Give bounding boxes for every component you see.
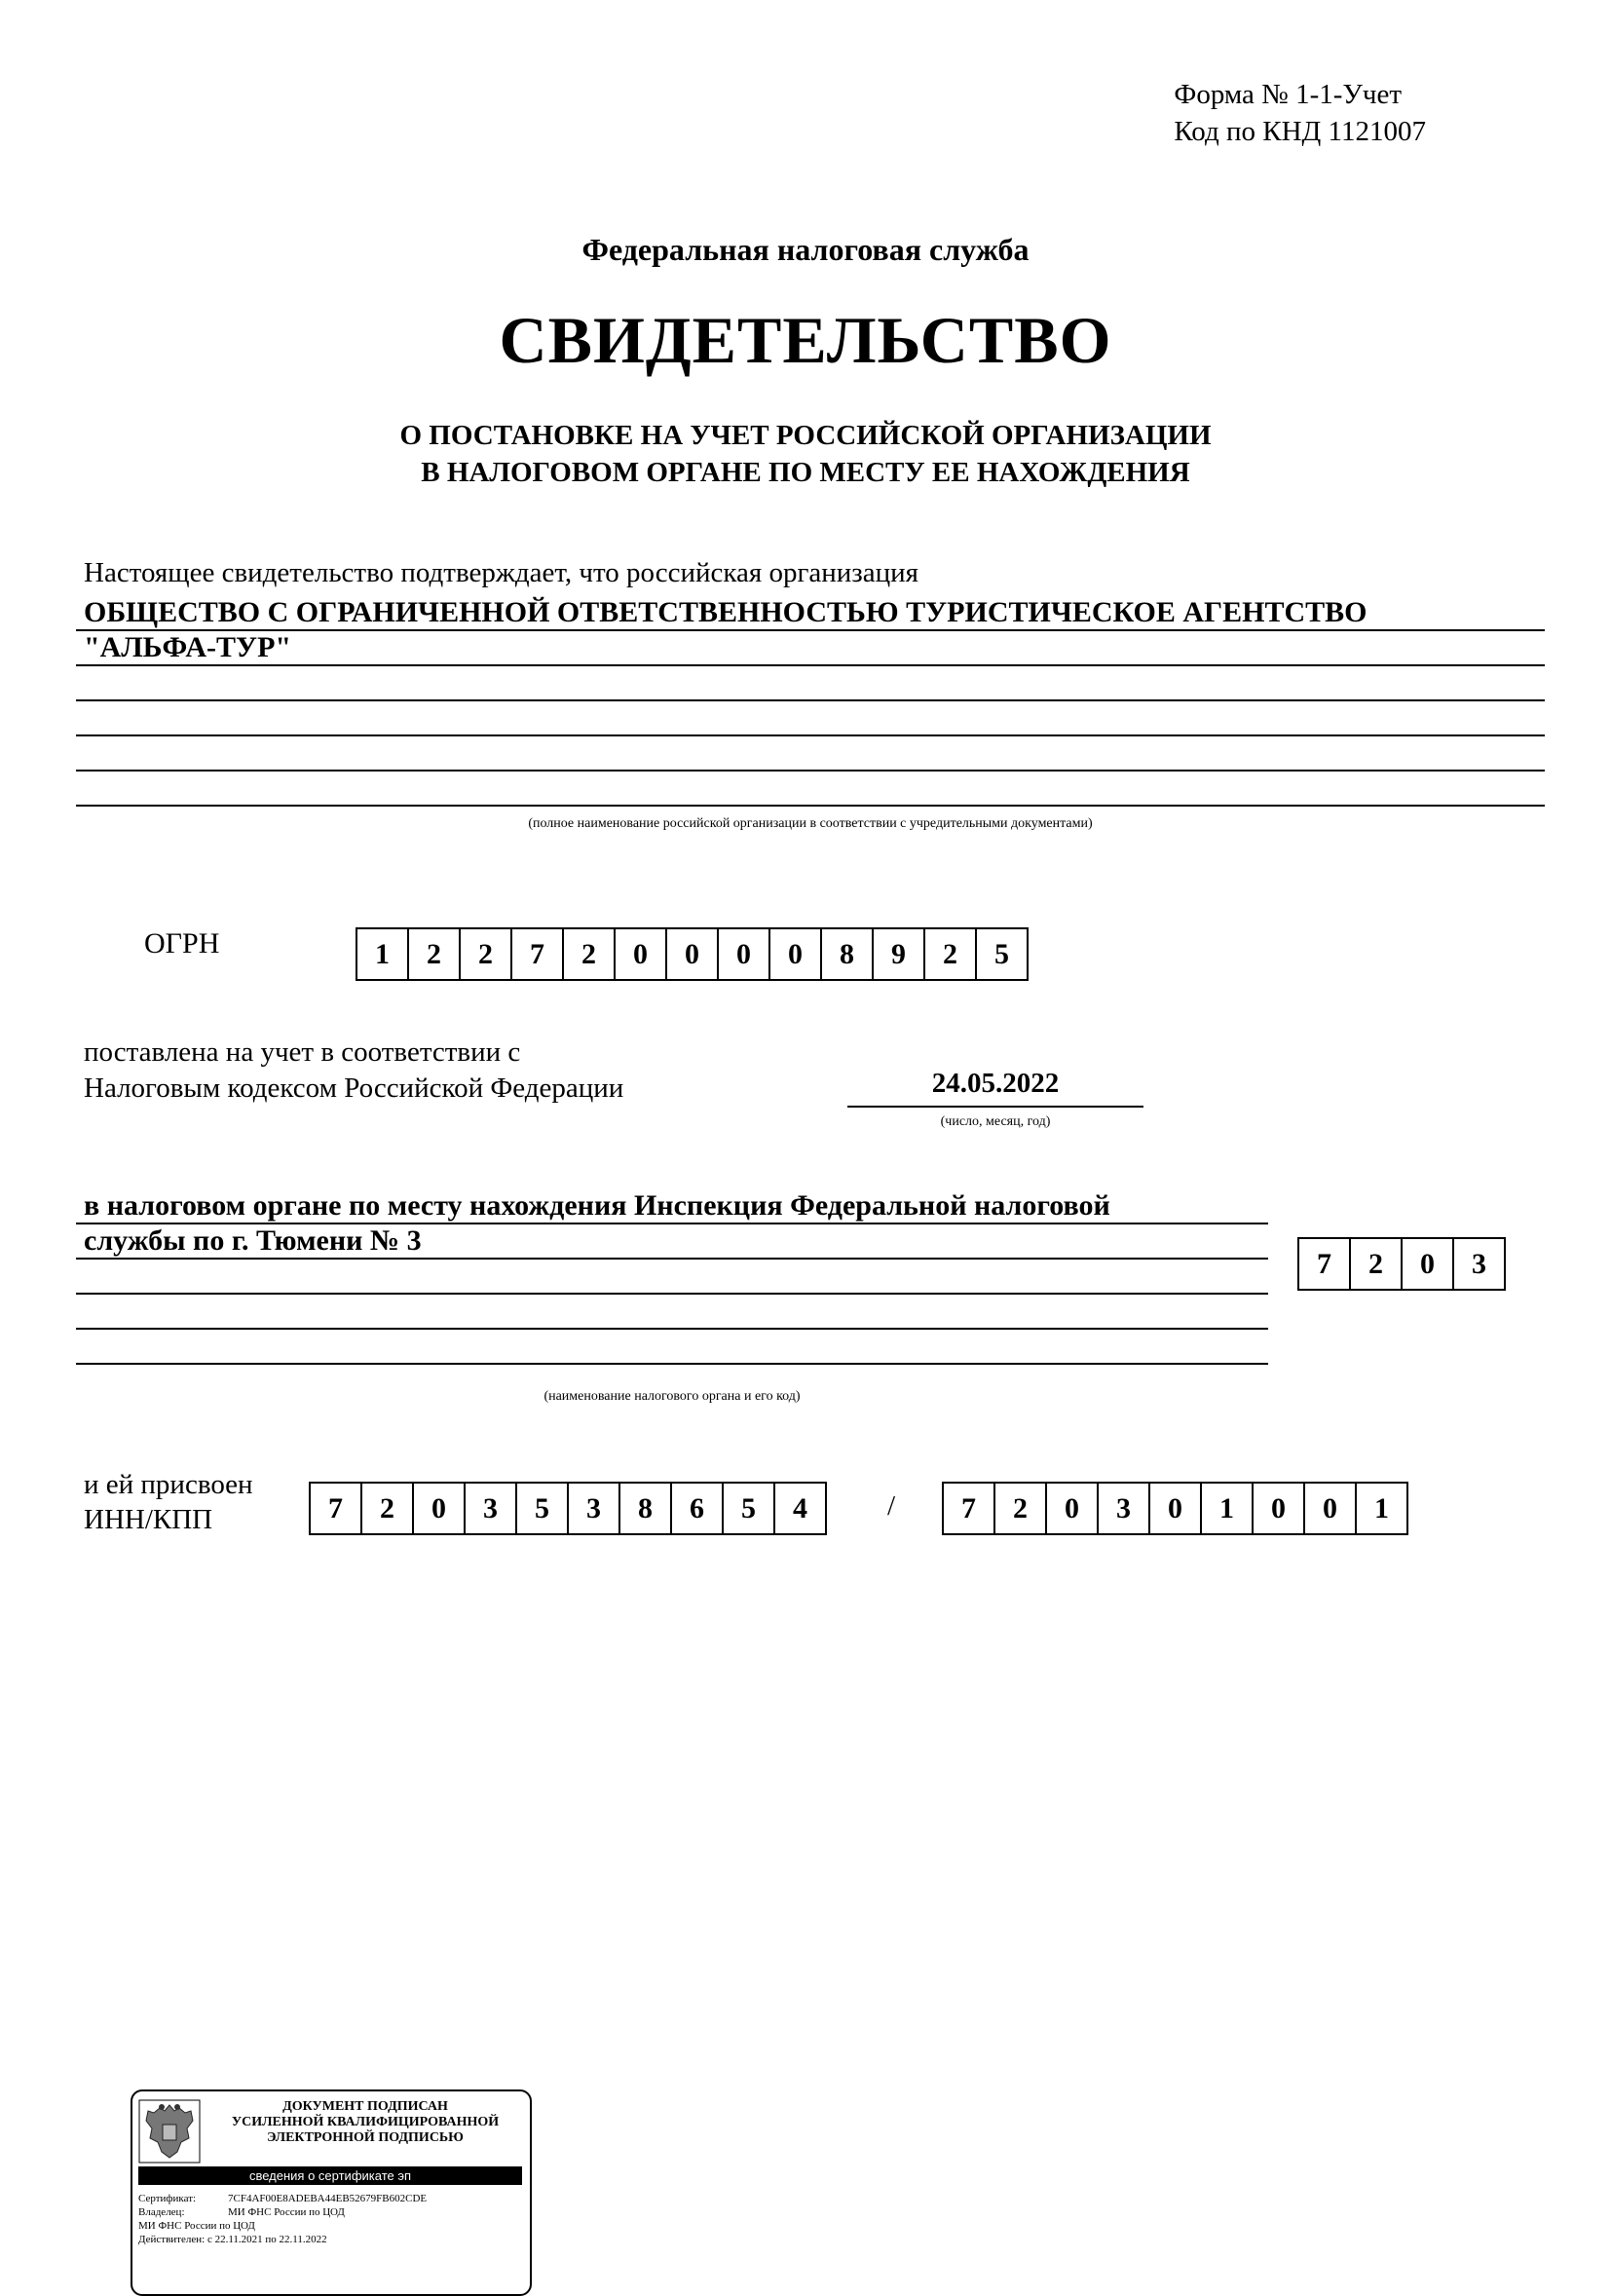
knd-code: Код по КНД 1121007 — [1174, 116, 1426, 147]
kpp-digit: 0 — [1148, 1482, 1202, 1535]
inn-digit: 3 — [567, 1482, 620, 1535]
tax-code-digit: 0 — [1401, 1237, 1454, 1291]
ogrn-cells — [356, 927, 1027, 981]
subtitle-line-1: О ПОСТАНОВКЕ НА УЧЕТ РОССИЙСКОЙ ОРГАНИЗАЦИИ — [399, 420, 1212, 451]
stamp-owner-row — [138, 2205, 522, 2219]
ogrn-digit: 2 — [407, 927, 461, 981]
registration-line-1: поставлена на учет в соответствии с — [84, 1036, 521, 1068]
ogrn-label: ОГРН — [144, 927, 220, 960]
document-subtitle — [0, 417, 1611, 491]
tax-authority-line — [76, 1330, 1268, 1365]
ogrn-digit: 2 — [459, 927, 512, 981]
kpp-digit: 7 — [942, 1482, 995, 1535]
stamp-line-3: ЭЛЕКТРОННОЙ ПОДПИСЬЮ — [267, 2130, 464, 2145]
ogrn-digit: 2 — [923, 927, 977, 981]
tax-authority-line: службы по г. Тюмени № 3 — [76, 1224, 1268, 1260]
ogrn-digit: 7 — [510, 927, 564, 981]
registration-text — [84, 1035, 623, 1107]
stamp-certificate-info — [138, 2192, 522, 2246]
ogrn-digit: 0 — [665, 927, 719, 981]
agency-name: Федеральная налоговая служба — [581, 232, 1030, 267]
stamp-certificate-bar: сведения о сертификате эп — [138, 2166, 522, 2185]
ogrn-digit: 0 — [614, 927, 667, 981]
ogrn-digit: 5 — [975, 927, 1029, 981]
stamp-line-2: УСИЛЕННОЙ КВАЛИФИЦИРОВАННОЙ — [231, 2115, 500, 2129]
stamp-valid-value: с 22.11.2021 по 22.11.2022 — [206, 2234, 327, 2245]
inn-digit: 4 — [773, 1482, 827, 1535]
tax-authority-field — [76, 1189, 1268, 1365]
organization-name-line — [76, 666, 1545, 701]
ogrn-digit: 0 — [717, 927, 770, 981]
kpp-digit: 3 — [1097, 1482, 1150, 1535]
kpp-cells — [942, 1482, 1406, 1535]
organization-name-line — [76, 772, 1545, 807]
stamp-valid-label: Действителен: — [138, 2234, 206, 2245]
tax-authority-line: в налоговом органе по месту нахождения Инспекция Федеральной налоговой — [76, 1189, 1268, 1224]
inn-cells — [309, 1482, 825, 1535]
inn-digit: 5 — [722, 1482, 775, 1535]
stamp-cert-row — [138, 2192, 522, 2205]
inn-kpp-separator: / — [887, 1490, 896, 1522]
registration-line-2: Налоговым кодексом Российской Федерации — [84, 1073, 624, 1104]
kpp-digit: 0 — [1303, 1482, 1357, 1535]
inn-digit: 0 — [412, 1482, 466, 1535]
tax-authority-caption: (наименование налогового органа и его код) — [543, 1389, 801, 1404]
organization-name-line: ОБЩЕСТВО С ОГРАНИЧЕННОЙ ОТВЕТСТВЕННОСТЬЮ ТУРИСТИЧЕСКОЕ АГЕНТСТВО — [76, 596, 1545, 631]
form-info — [1174, 76, 1426, 150]
intro-text: Настоящее свидетельство подтверждает, что российская организация — [84, 557, 918, 588]
organization-name-caption: (полное наименование российской организации в соответствии с учредительными документами) — [528, 816, 1093, 831]
electronic-signature-stamp — [131, 2089, 532, 2296]
stamp-owner-value-2: МИ ФНС России по ЦОД — [138, 2220, 255, 2232]
ogrn-digit: 9 — [872, 927, 925, 981]
registration-date-caption: (число, месяц, год) — [940, 1114, 1051, 1129]
stamp-valid-row — [138, 2233, 522, 2246]
stamp-owner-label: Владелец: — [138, 2206, 185, 2218]
inn-digit: 3 — [464, 1482, 517, 1535]
kpp-digit: 1 — [1200, 1482, 1254, 1535]
ogrn-digit: 8 — [820, 927, 874, 981]
coat-of-arms-icon — [138, 2099, 201, 2164]
organization-name-line — [76, 701, 1545, 736]
tax-code-digit: 3 — [1452, 1237, 1506, 1291]
kpp-digit: 1 — [1355, 1482, 1408, 1535]
organization-name-line — [76, 736, 1545, 772]
kpp-digit: 0 — [1045, 1482, 1099, 1535]
tax-code-digit: 2 — [1349, 1237, 1403, 1291]
inn-digit: 7 — [309, 1482, 362, 1535]
organization-name-line: "АЛЬФА-ТУР" — [76, 631, 1545, 666]
ogrn-digit: 0 — [768, 927, 822, 981]
stamp-cert-label: Сертификат: — [138, 2193, 197, 2204]
document-title: СВИДЕТЕЛЬСТВО — [499, 303, 1112, 377]
inn-digit: 2 — [360, 1482, 414, 1535]
tax-code-digit: 7 — [1297, 1237, 1351, 1291]
inn-kpp-label-line-1: и ей присвоен — [84, 1469, 253, 1500]
stamp-line-1: ДОКУМЕНТ ПОДПИСАН — [282, 2099, 448, 2114]
inn-digit: 6 — [670, 1482, 724, 1535]
subtitle-line-2: В НАЛОГОВОМ ОРГАНЕ ПО МЕСТУ ЕЕ НАХОЖДЕНИЯ — [421, 457, 1190, 488]
kpp-digit: 2 — [993, 1482, 1047, 1535]
tax-authority-line — [76, 1260, 1268, 1295]
inn-kpp-label — [84, 1467, 253, 1537]
tax-authority-code-cells — [1297, 1237, 1504, 1291]
inn-digit: 8 — [618, 1482, 672, 1535]
tax-authority-line — [76, 1295, 1268, 1330]
stamp-cert-value: 7CF4AF00E8ADEBA44EB52679FB602CDE — [228, 2193, 428, 2204]
stamp-heading — [206, 2099, 524, 2146]
ogrn-digit: 1 — [356, 927, 409, 981]
organization-name-field — [76, 596, 1545, 832]
inn-kpp-label-line-2: ИНН/КПП — [84, 1504, 213, 1535]
inn-digit: 5 — [515, 1482, 569, 1535]
registration-date: 24.05.2022 — [847, 1068, 1143, 1108]
ogrn-digit: 2 — [562, 927, 616, 981]
kpp-digit: 0 — [1252, 1482, 1305, 1535]
stamp-owner-value: МИ ФНС России по ЦОД — [228, 2206, 345, 2218]
form-number: Форма № 1-1-Учет — [1174, 79, 1403, 110]
